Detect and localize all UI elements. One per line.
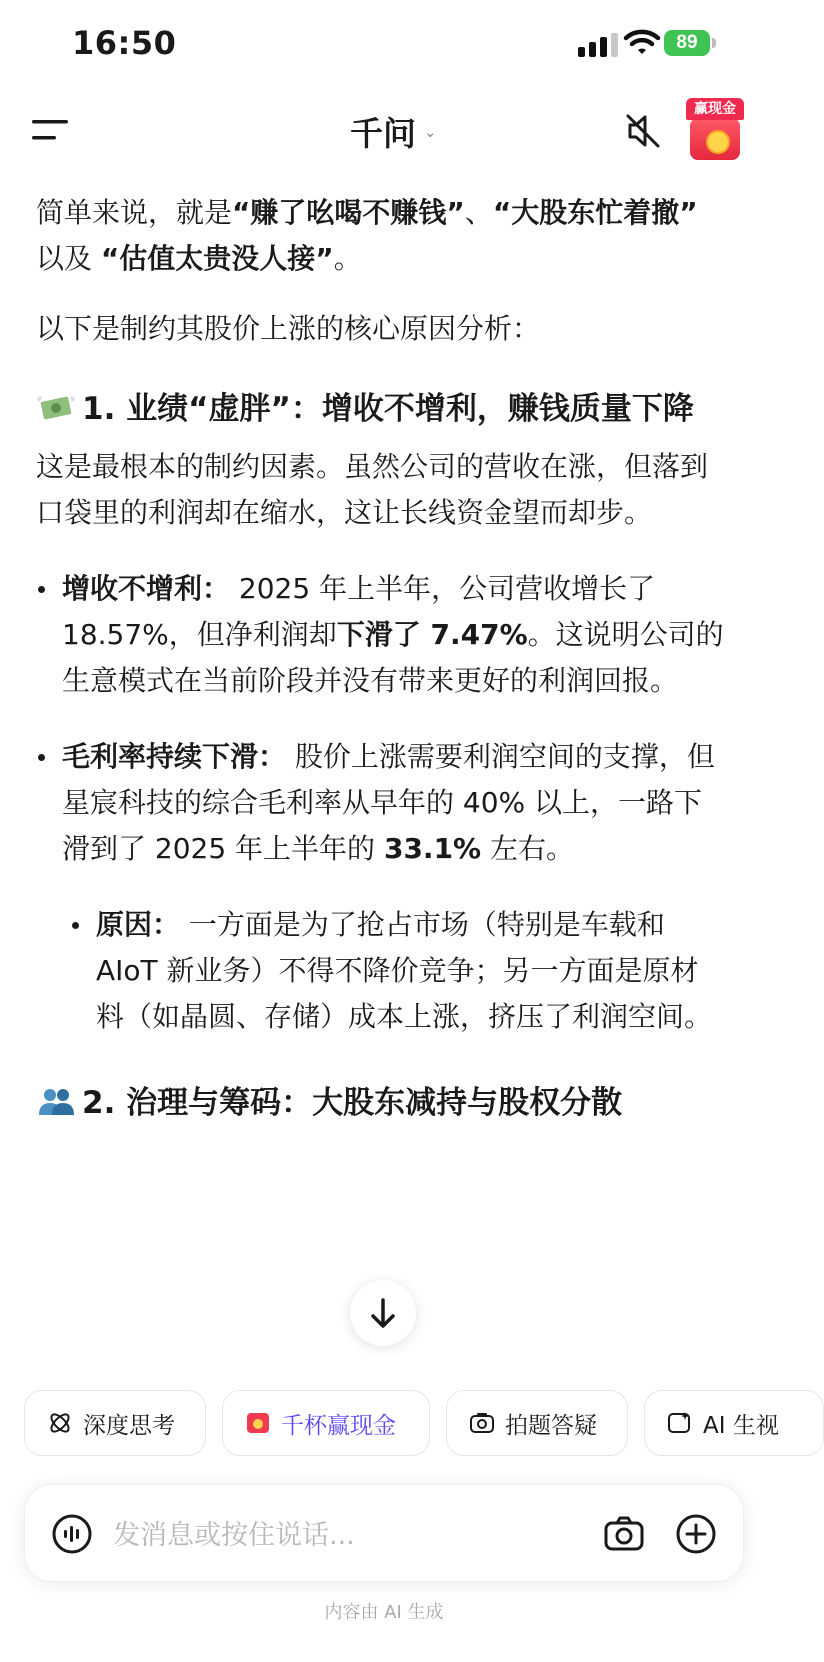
bullet-emphasis: 下滑了 7.47% (336, 618, 528, 651)
speaker-muted-icon[interactable] (622, 110, 664, 152)
atom-icon (47, 1410, 73, 1436)
ai-response (36, 190, 726, 1126)
message-composer (24, 1484, 744, 1582)
message-input[interactable] (111, 1513, 575, 1557)
bullet-label: 毛利率持续下滑： (62, 740, 287, 773)
intro-emphasis: “赚了吆喝不赚钱” (232, 196, 465, 229)
chevron-down-icon[interactable]: ⌄ (424, 123, 437, 141)
reward-badge-label: 赢现金 (686, 98, 744, 120)
red-envelope-icon (245, 1410, 271, 1436)
bullet-emphasis: 33.1% (383, 832, 482, 865)
camera-icon[interactable] (603, 1513, 645, 1555)
bullet-label: 增收不增利： (62, 572, 231, 605)
section-heading (36, 386, 726, 432)
status-bar (0, 0, 768, 88)
chip-ai-video[interactable] (644, 1390, 824, 1456)
intro-text: 。 (333, 242, 362, 275)
cellular-signal-icon (578, 33, 622, 57)
list-item (36, 734, 726, 872)
red-envelope-icon (690, 118, 740, 160)
list-item (36, 566, 726, 704)
section1-paragraph: 这是最根本的制约因素。虽然公司的营收在涨，但落到口袋里的利润却在缩水，这让长线资金望而却步。 (36, 450, 709, 529)
section1-title: 1. 业绩“虚胖”：增收不增利，赚钱质量下降 (82, 391, 694, 427)
ai-disclaimer: 内容由 AI 生成 (324, 1602, 444, 1623)
chip-label: 拍题答疑 (505, 1412, 597, 1439)
bullet-text: 左右。 (481, 832, 575, 865)
camera-question-icon (469, 1410, 495, 1436)
arrow-down-icon (350, 1280, 416, 1346)
add-attachment-icon[interactable] (675, 1513, 717, 1555)
voice-input-icon[interactable] (51, 1513, 93, 1555)
chip-label: 深度思考 (83, 1412, 175, 1439)
app-title[interactable]: 千问 (350, 114, 416, 153)
intro-emphasis: “估值太贵没人接” (100, 242, 334, 275)
chip-label: 千杯赢现金 (281, 1412, 396, 1439)
sub-bullet-label: 原因： (96, 908, 181, 941)
app-header (0, 90, 768, 170)
quick-action-bar (0, 1390, 779, 1458)
cash-reward-badge[interactable] (686, 98, 744, 162)
battery-level: 89 (664, 30, 710, 56)
scroll-to-bottom-button[interactable] (350, 1280, 416, 1346)
battery-icon (664, 30, 716, 56)
wifi-icon (624, 28, 660, 56)
chip-photo-question[interactable] (446, 1390, 628, 1456)
chip-deep-thinking[interactable] (24, 1390, 206, 1456)
section2-title: 2. 治理与筹码：大股东减持与股权分散 (82, 1085, 623, 1121)
money-with-wings-icon (36, 391, 76, 425)
ai-create-icon (667, 1410, 693, 1436)
bullet-text: 。这说明公司的生意模式在当前阶段并没有带来更好的利润回报。 (62, 618, 724, 697)
chip-label: AI 生视 (703, 1412, 779, 1439)
chip-cash-reward[interactable] (222, 1390, 430, 1456)
bullet-text: 2025 年上半年，公司营收增长了 18.57%，但净利润却 (62, 572, 656, 651)
lead-paragraph: 以下是制约其股价上涨的核心原因分析： (36, 312, 541, 345)
section-heading (36, 1080, 726, 1126)
intro-emphasis: “大股东忙着撤” (492, 196, 698, 229)
bullet-text: 股价上涨需要利润空间的支撑，但星宸科技的综合毛利率从早年的 40% 以上，一路下滑到了 2025 年上半年的 (62, 740, 715, 865)
sub-bullet-text: 一方面是为了抢占市场（特别是车载和 AIoT 新业务）不得不降价竞争；另一方面是原材料（如晶圆、存储）成本上涨，挤压了利润空间。 (96, 908, 713, 1033)
sub-list-item (36, 902, 726, 1040)
intro-paragraph (36, 190, 726, 282)
menu-icon[interactable] (32, 118, 70, 142)
intro-text: 、 (464, 196, 493, 229)
status-time: 16:50 (72, 24, 177, 62)
people-icon (36, 1085, 76, 1119)
intro-text: 以及 (36, 242, 101, 275)
intro-text: 简单来说，就是 (36, 196, 233, 229)
